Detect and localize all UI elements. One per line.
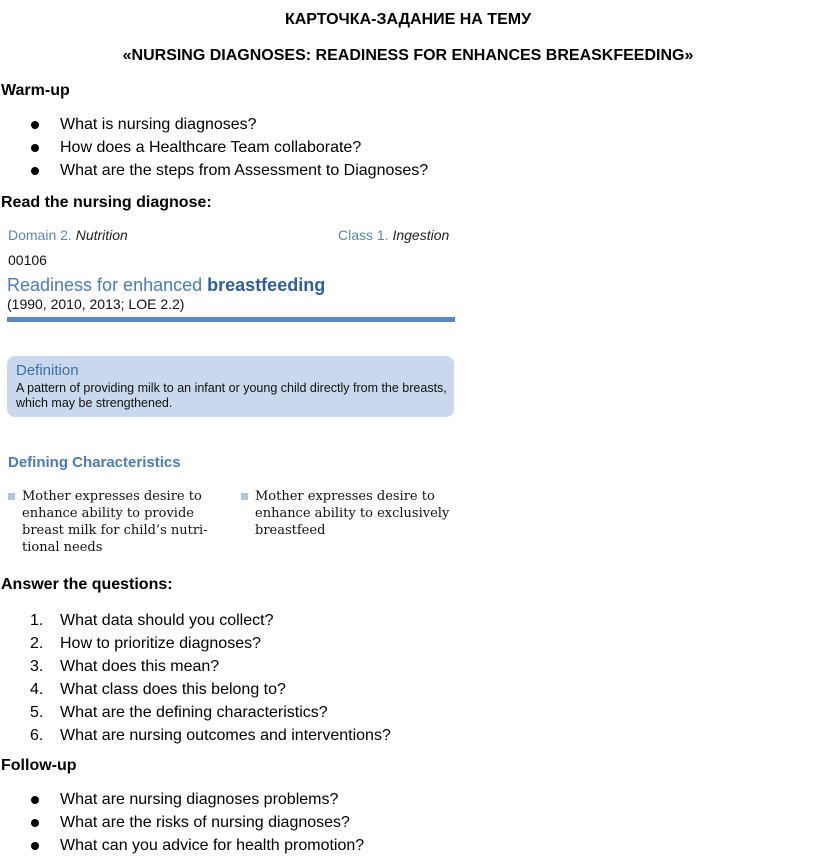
- list-item-text: What are the steps from Assessment to Diagnoses?: [60, 162, 429, 179]
- diagnosis-code: 00106: [8, 252, 47, 268]
- list-item: [0, 790, 364, 813]
- domain-value: Nutrition: [75, 227, 128, 243]
- definition-title: Definition: [16, 362, 79, 379]
- list-item-text: What are the risks of nursing diagnoses?: [60, 814, 350, 831]
- characteristic-item: Mother expresses desire to enhance ability to provide breast milk for child’s nutri-tional needs: [22, 488, 212, 556]
- bullet-icon: [31, 167, 39, 175]
- followup-list: [0, 790, 364, 859]
- characteristic-item: Mother expresses desire to enhance ability to exclusively breastfeed: [255, 488, 455, 539]
- bullet-icon: [31, 144, 39, 152]
- read-heading: Read the nursing diagnose:: [1, 194, 212, 211]
- square-bullet-icon: [8, 493, 15, 500]
- diagnosis-dates: (1990, 2010, 2013; LOE 2.2): [7, 296, 185, 312]
- list-item: 2. How to prioritize diagnoses?: [30, 635, 261, 652]
- list-item-text: What is nursing diagnoses?: [60, 116, 257, 133]
- definition-text: A pattern of providing milk to an infant or young child directly from the breasts, which may be strengthened.: [16, 381, 447, 410]
- class-label: Class 1. Ingestion: [338, 227, 450, 243]
- divider: [7, 317, 455, 322]
- bullet-icon: [31, 842, 39, 850]
- list-item-text: What are nursing diagnoses problems?: [60, 791, 339, 808]
- followup-heading: Follow-up: [1, 757, 77, 774]
- list-item-text: How does a Healthcare Team collaborate?: [60, 139, 362, 156]
- class-value: Ingestion: [392, 227, 450, 243]
- square-bullet-icon: [241, 493, 248, 500]
- list-item: 5. What are the defining characteristics?: [30, 704, 328, 721]
- list-item-text: What can you advice for health promotion?: [60, 837, 365, 854]
- warmup-list: [0, 115, 428, 184]
- answer-list: [0, 611, 391, 749]
- page-title-line1: КАРТОЧКА-ЗАДАНИЕ НА ТЕМУ: [284, 11, 532, 28]
- list-item: [0, 115, 428, 138]
- bullet-icon: [31, 796, 39, 804]
- list-item: [0, 813, 364, 836]
- list-item: 1. What data should you collect?: [30, 612, 274, 629]
- nursing-diagnosis-card: [0, 222, 460, 562]
- list-item: 4. What class does this belong to?: [30, 681, 286, 698]
- bullet-icon: [31, 819, 39, 827]
- list-item: [0, 138, 428, 161]
- answer-heading: Answer the questions:: [1, 576, 173, 593]
- definition-box: [7, 356, 454, 417]
- list-item: 3. What does this mean?: [30, 658, 220, 675]
- defining-characteristics-title: Defining Characteristics: [8, 454, 181, 471]
- page-title-line2: «NURSING DIAGNOSES: READINESS FOR ENHANCES BREASKFEEDING»: [122, 47, 694, 64]
- diagnosis-name: Readiness for enhanced breastfeeding: [7, 275, 326, 295]
- warmup-heading: Warm-up: [1, 82, 70, 99]
- list-item: [0, 836, 364, 859]
- list-item: [0, 161, 428, 184]
- domain-label: Domain 2. Nutrition: [8, 227, 128, 243]
- list-item: 6. What are nursing outcomes and interventions?: [30, 727, 391, 744]
- bullet-icon: [31, 121, 39, 129]
